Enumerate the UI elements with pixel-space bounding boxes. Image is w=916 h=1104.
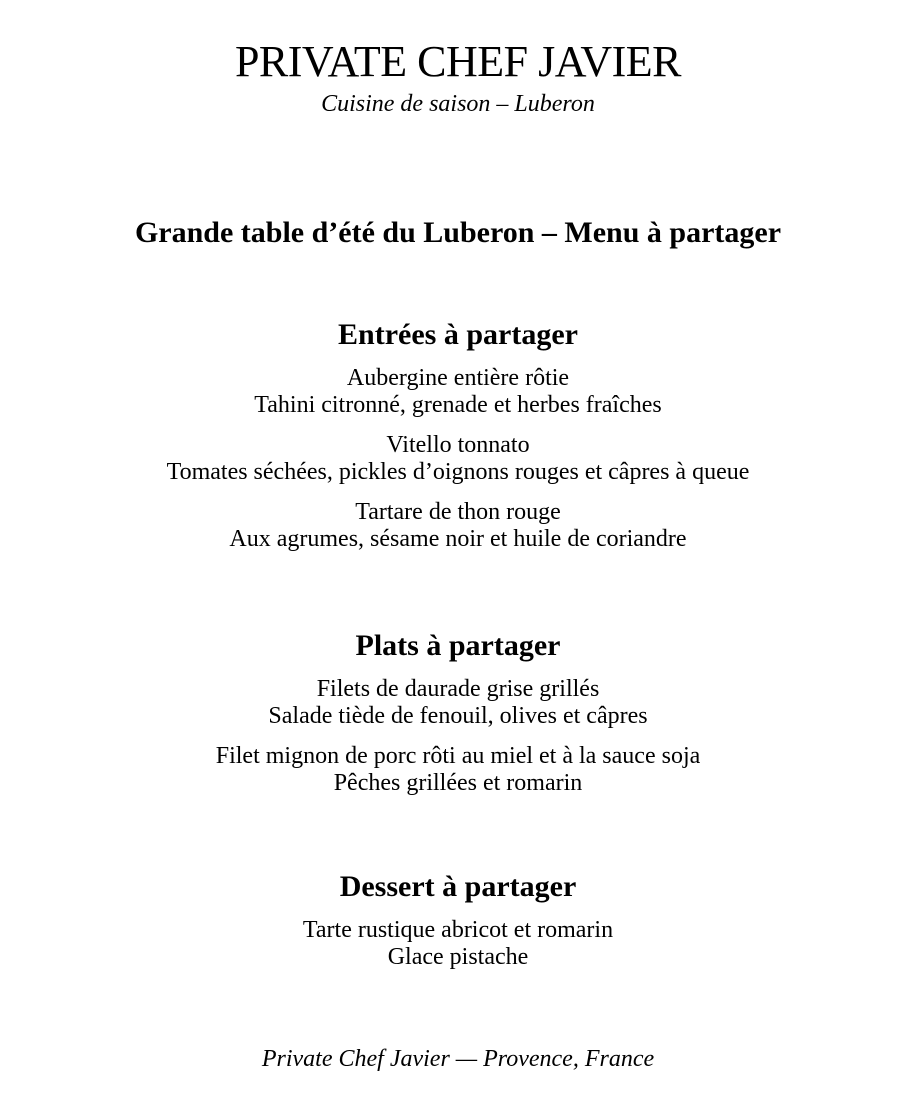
dish-name: Filets de daurade grise grillés: [316, 676, 600, 702]
dish-name: Aubergine entière rôtie: [346, 365, 570, 391]
dish-item: [0, 499, 916, 553]
section-title: Dessert à partager: [339, 870, 577, 903]
dish-item: [0, 432, 916, 486]
dish-description: Salade tiède de fenouil, olives et câpres: [268, 703, 648, 729]
section-dessert: [0, 870, 916, 984]
dish-item: [0, 365, 916, 419]
dish-name: Tarte rustique abricot et romarin: [302, 917, 614, 943]
dish-description: Tahini citronné, grenade et herbes fraîches: [254, 392, 662, 418]
dish-item: [0, 743, 916, 797]
dish-name: Tartare de thon rouge: [355, 499, 561, 525]
footer-signature: Private Chef Javier — Provence, France: [261, 1046, 655, 1072]
dish-name: Vitello tonnato: [386, 432, 530, 458]
section-title: Entrées à partager: [338, 318, 578, 351]
dish-description: Tomates séchées, pickles d’oignons rouges et câpres à queue: [166, 459, 750, 485]
section-plats: [0, 629, 916, 810]
dish-item: [0, 917, 916, 971]
dish-name: Filet mignon de porc rôti au miel et à la sauce soja: [215, 743, 701, 769]
dish-description: Glace pistache: [387, 944, 529, 970]
brand-title: PRIVATE CHEF JAVIER: [234, 37, 682, 86]
brand-tagline: Cuisine de saison – Luberon: [321, 91, 595, 117]
dish-description: Aux agrumes, sésame noir et huile de coriandre: [229, 526, 687, 552]
dish-description: Pêches grillées et romarin: [333, 770, 583, 796]
dish-item: [0, 676, 916, 730]
section-title: Plats à partager: [355, 629, 561, 662]
section-entrees: [0, 318, 916, 566]
menu-title: Grande table d’été du Luberon – Menu à partager: [134, 216, 782, 249]
